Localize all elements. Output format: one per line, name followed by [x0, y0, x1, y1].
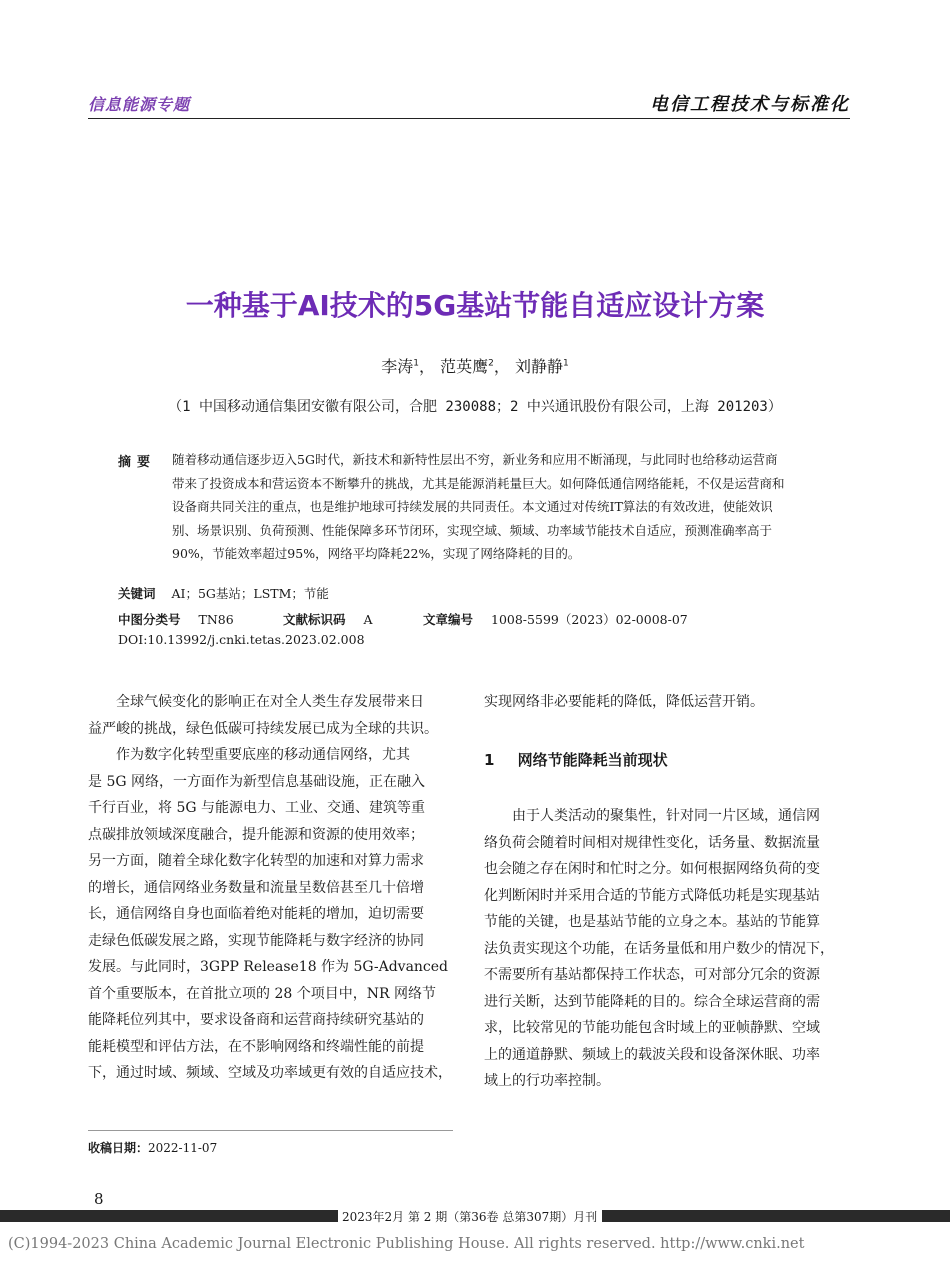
text-line: 另一方面，随着全球化数字化转型的加速和对算力需求: [88, 853, 424, 869]
author-name: 刘静静: [514, 357, 563, 376]
text-line: 法负责实现这个功能，在话务量低和用户数少的情况下，: [484, 940, 834, 957]
section-label: 信息能源专题: [88, 95, 191, 114]
author-name: 李涛: [381, 357, 414, 376]
text-line: 千行百业，将 5G 与能源电力、工业、交通、建筑等重: [88, 800, 425, 816]
text-line: 上的通道静默、频域上的载波关段和设备深休眠、功率: [484, 1046, 820, 1063]
text-line: 能耗模型和评估方法，在不影响网络和终端性能的前提: [88, 1038, 424, 1055]
right-column-cont: [484, 689, 850, 716]
text-line: 走绿色低碳发展之路，实现节能降耗与数字经济的协同: [88, 932, 424, 949]
text-line: 也会随之存在闲时和忙时之分。如何根据网络负荷的变: [484, 861, 820, 877]
text-line: 实现网络非必要能耗的降低，降低运营开销。: [484, 694, 764, 710]
text-line: 首个重要版本，在首批立项的 28 个项目中，NR 网络节: [88, 985, 436, 1002]
abstract-line: 设备商共同关注的重点，也是维护地球可持续发展的共同责任。本文通过对传统IT算法的有效改进，使能效识: [172, 499, 773, 514]
doc-code-value: A: [363, 612, 373, 627]
section-title: 网络节能降耗当前现状: [517, 751, 668, 769]
footer-bar-right: [602, 1210, 950, 1222]
text-line: 不需要所有基站都保持工作状态，可对部分冗余的资源: [484, 967, 820, 983]
text-line: 益严峻的挑战，绿色低碳可持续发展已成为全球的共识。: [88, 720, 438, 737]
keywords-value: AI；5G基站；LSTM；节能: [171, 586, 329, 601]
text-line: 节能的关键，也是基站节能的立身之本。基站的节能算: [484, 914, 820, 930]
text-line: 长，通信网络自身也面临着绝对能耗的增加，迫切需要: [88, 906, 424, 922]
paragraph: [88, 742, 454, 1087]
text-line: 域上的行功率控制。: [484, 1073, 610, 1089]
author-sep: ，: [493, 357, 510, 376]
classification-label: 中图分类号: [118, 612, 181, 627]
article-no-value: 1008-5599（2023）02-0008-07: [491, 612, 688, 627]
abstract-label: 摘要: [118, 455, 157, 470]
author-sep: ，: [419, 357, 436, 376]
text-line: 发展。与此同时，3GPP Release18 作为 5G-Advanced: [88, 959, 449, 975]
text-line: 的增长，通信网络业务数量和流量呈数倍甚至几十倍增: [88, 879, 424, 896]
article-no-row: [423, 610, 688, 628]
paper-title: 一种基于AI技术的5G基站节能自适应设计方案: [185, 289, 765, 322]
issue-info: 2023年2月 第 2 期（第36卷 总第307期）月刊: [342, 1210, 598, 1224]
classification-row: [118, 610, 234, 628]
footnote-rule: [88, 1130, 453, 1131]
paragraph: [484, 803, 850, 1095]
text-line: 能降耗位列其中，要求设备商和运营商持续研究基站的: [88, 1012, 424, 1028]
journal-name: 电信工程技术与标准化: [650, 94, 850, 115]
left-column: [88, 689, 454, 1087]
text-line: 由于人类活动的聚集性，针对同一片区域，通信网: [512, 808, 820, 824]
abstract-line: 别、场景识别、负荷预测、性能保障多环节闭环，实现空域、频域、功率域节能技术自适应，预测准确率高于: [172, 522, 773, 538]
text-line: 是 5G 网络，一方面作为新型信息基础设施，正在融入: [88, 773, 425, 790]
doc-code-label: 文献标识码: [283, 612, 346, 627]
article-no-label: 文章编号: [423, 612, 474, 627]
keywords-row: [118, 584, 329, 602]
doi: DOI:10.13992/j.cnki.tetas.2023.02.008: [118, 632, 365, 647]
author-sup: 1: [413, 358, 420, 369]
classification-value: TN86: [198, 612, 234, 627]
author-name: 范英鹰: [440, 357, 489, 376]
abstract-line: 带来了投资成本和营运资本不断攀升的挑战，尤其是能源消耗量巨大。如何降低通信网络能耗，不仅是运营商和: [172, 475, 785, 491]
text-line: 全球气候变化的影响正在对全人类生存发展带来日: [116, 694, 424, 710]
text-line: 下，通过时域、频域、空域及功率域更有效的自适应技术，: [88, 1065, 452, 1081]
received-value: 2022-11-07: [148, 1141, 218, 1155]
author-sup: 1: [563, 358, 569, 369]
section-number: 1: [484, 751, 495, 769]
text-line: 点碳排放领域深度融合，提升能源和资源的使用效率；: [88, 826, 424, 843]
author-sup: 2: [488, 358, 494, 369]
received-label: 收稿日期：: [88, 1141, 149, 1155]
page-number: 8: [94, 1190, 104, 1208]
text-line: 进行关断，达到节能降耗的目的。综合全球运营商的需: [484, 993, 820, 1010]
right-column: [484, 803, 850, 1095]
footer-bar-left: [0, 1210, 338, 1222]
affiliation: （1 中国移动通信集团安徽有限公司，合肥 230088；2 中兴通讯股份有限公司，上海 201203）: [168, 399, 782, 415]
text-line: 求，比较常见的节能功能包含时域上的亚帧静默、空域: [484, 1020, 820, 1036]
abstract-text: [172, 448, 832, 566]
text-line: 化判断闲时并采用合适的节能方式降低功耗是实现基站: [484, 887, 820, 904]
text-line: 作为数字化转型重要底座的移动通信网络，尤其: [116, 747, 410, 763]
abstract-line: 90%，节能效率超过95%，网络平均降耗22%，实现了网络降耗的目的。: [172, 546, 581, 561]
keywords-label: 关键词: [118, 586, 156, 601]
received-date: [88, 1139, 217, 1156]
text-line: 络负荷会随着时间相对规律性变化，话务量、数据流量: [484, 834, 820, 851]
doc-code-row: [283, 610, 373, 628]
section-heading: [484, 749, 668, 770]
abstract-line: 随着移动通信逐步迈入5G时代，新技术和新特性层出不穷，新业务和应用不断涌现，与此同时也给移动运营商: [172, 452, 778, 467]
copyright-notice: (C)1994-2023 China Academic Journal Electronic Publishing House. All rights reserved. http://www.cnki.net: [8, 1236, 805, 1252]
header-rule: [88, 118, 850, 119]
paragraph: [88, 689, 454, 742]
authors: [0, 354, 950, 377]
